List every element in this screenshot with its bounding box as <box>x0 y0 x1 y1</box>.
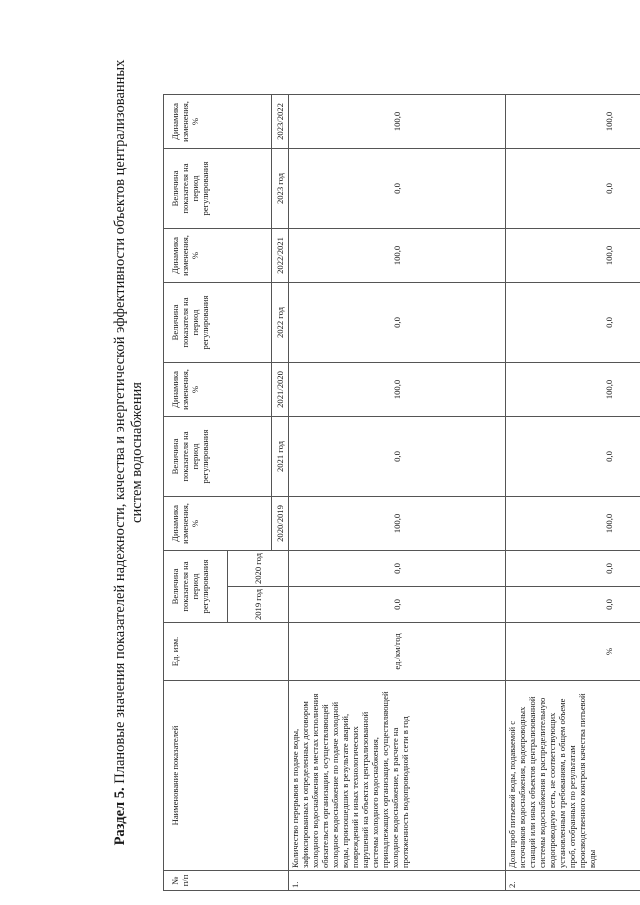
row-value-2022: 0,0 <box>289 282 506 362</box>
header-ratio-2021: 2021/2020 <box>272 362 289 416</box>
row-value-2023: 0,0 <box>289 148 506 228</box>
section-title <box>112 0 146 905</box>
section-title-line-2: систем водоснабжения <box>129 382 145 523</box>
row-dynamics-2022: 100,0 <box>289 228 506 282</box>
row-value-2023: 0,0 <box>506 148 640 228</box>
row-unit: % <box>506 623 640 681</box>
header-ratio-2023: 2023/2022 <box>272 94 289 148</box>
header-dynamics-2022: Динамика изменения, % <box>164 228 272 282</box>
header-value-2019-2020: Величина показателя на период регулирования <box>164 550 228 622</box>
header-unit: Ед. изм. <box>164 623 289 681</box>
header-value-2023: Величина показателя на период регулирования <box>164 148 272 228</box>
section-title-line-1: Плановые значения показателей надежности, качества и энергетической эффективности объектов централизованных <box>112 59 128 784</box>
header-num: № п/п <box>164 871 289 891</box>
row-dynamics-2023: 100,0 <box>289 94 506 148</box>
header-year-2022: 2022 год <box>272 282 289 362</box>
section-number: Раздел 5. <box>112 787 128 846</box>
header-year-2023: 2023 год <box>272 148 289 228</box>
row-dynamics-2023: 100,0 <box>506 94 640 148</box>
header-year-2019: 2019 год <box>228 587 289 623</box>
row-name: Доля проб питьевой воды, подаваемой с источников водоснабжения, водопроводных станций или иных объектов централизованной системы водоснабжения в распределительную водопроводную сеть, не соответствующих установленным требованиям, в общем объеме проб, отобранных по результатам производственного контроля качества питьевой воды <box>506 681 640 871</box>
table-row <box>289 20 506 890</box>
row-value-2021: 0,0 <box>506 416 640 496</box>
table-row <box>506 20 640 890</box>
header-dynamics-2020: Динамика изменения, % <box>164 496 272 550</box>
header-ratio-2020: 2020/2019 <box>272 496 289 550</box>
row-dynamics-2021: 100,0 <box>506 362 640 416</box>
header-year-2020: 2020 год <box>228 550 289 586</box>
row-dynamics-2022: 100,0 <box>506 228 640 282</box>
row-unit: ед./км/год <box>289 623 506 681</box>
row-value-2019: 0,0 <box>506 587 640 623</box>
row-dynamics-2021: 100,0 <box>289 362 506 416</box>
indicators-table <box>163 20 640 891</box>
row-value-2020: 0,0 <box>506 550 640 586</box>
row-value-2022: 0,0 <box>506 282 640 362</box>
row-dynamics-2020: 100,0 <box>506 496 640 550</box>
row-dynamics-2020: 100,0 <box>289 496 506 550</box>
row-value-2021: 0,0 <box>289 416 506 496</box>
header-year-2021: 2021 год <box>272 416 289 496</box>
header-name: Наименование показателей <box>164 681 289 871</box>
row-value-2020: 0,0 <box>289 550 506 586</box>
row-num: 2. <box>506 871 640 891</box>
header-ratio-2022: 2022/2021 <box>272 228 289 282</box>
row-value-2019: 0,0 <box>289 587 506 623</box>
header-dynamics-2021: Динамика изменения, % <box>164 362 272 416</box>
header-value-2021: Величина показателя на период регулирования <box>164 416 272 496</box>
header-value-2022: Величина показателя на период регулирования <box>164 282 272 362</box>
row-num: 1. <box>289 871 506 891</box>
header-dynamics-2023: Динамика изменения, % <box>164 94 272 148</box>
row-name: Количество перерывов в подаче воды, зафиксированных в определенных договором холодного водоснабжения в местах исполнения обязательств организации, осуществляющей холодное водоснабжение по подаче холодной воды, произошедших в результате аварий, повреждений и иных технологических нарушений на объектах централизованной системы холодного водоснабжения, принадлежащих организации, осуществляющей холодное водоснабжение, в расчете на протяженность водопроводной сети в год <box>289 681 506 871</box>
